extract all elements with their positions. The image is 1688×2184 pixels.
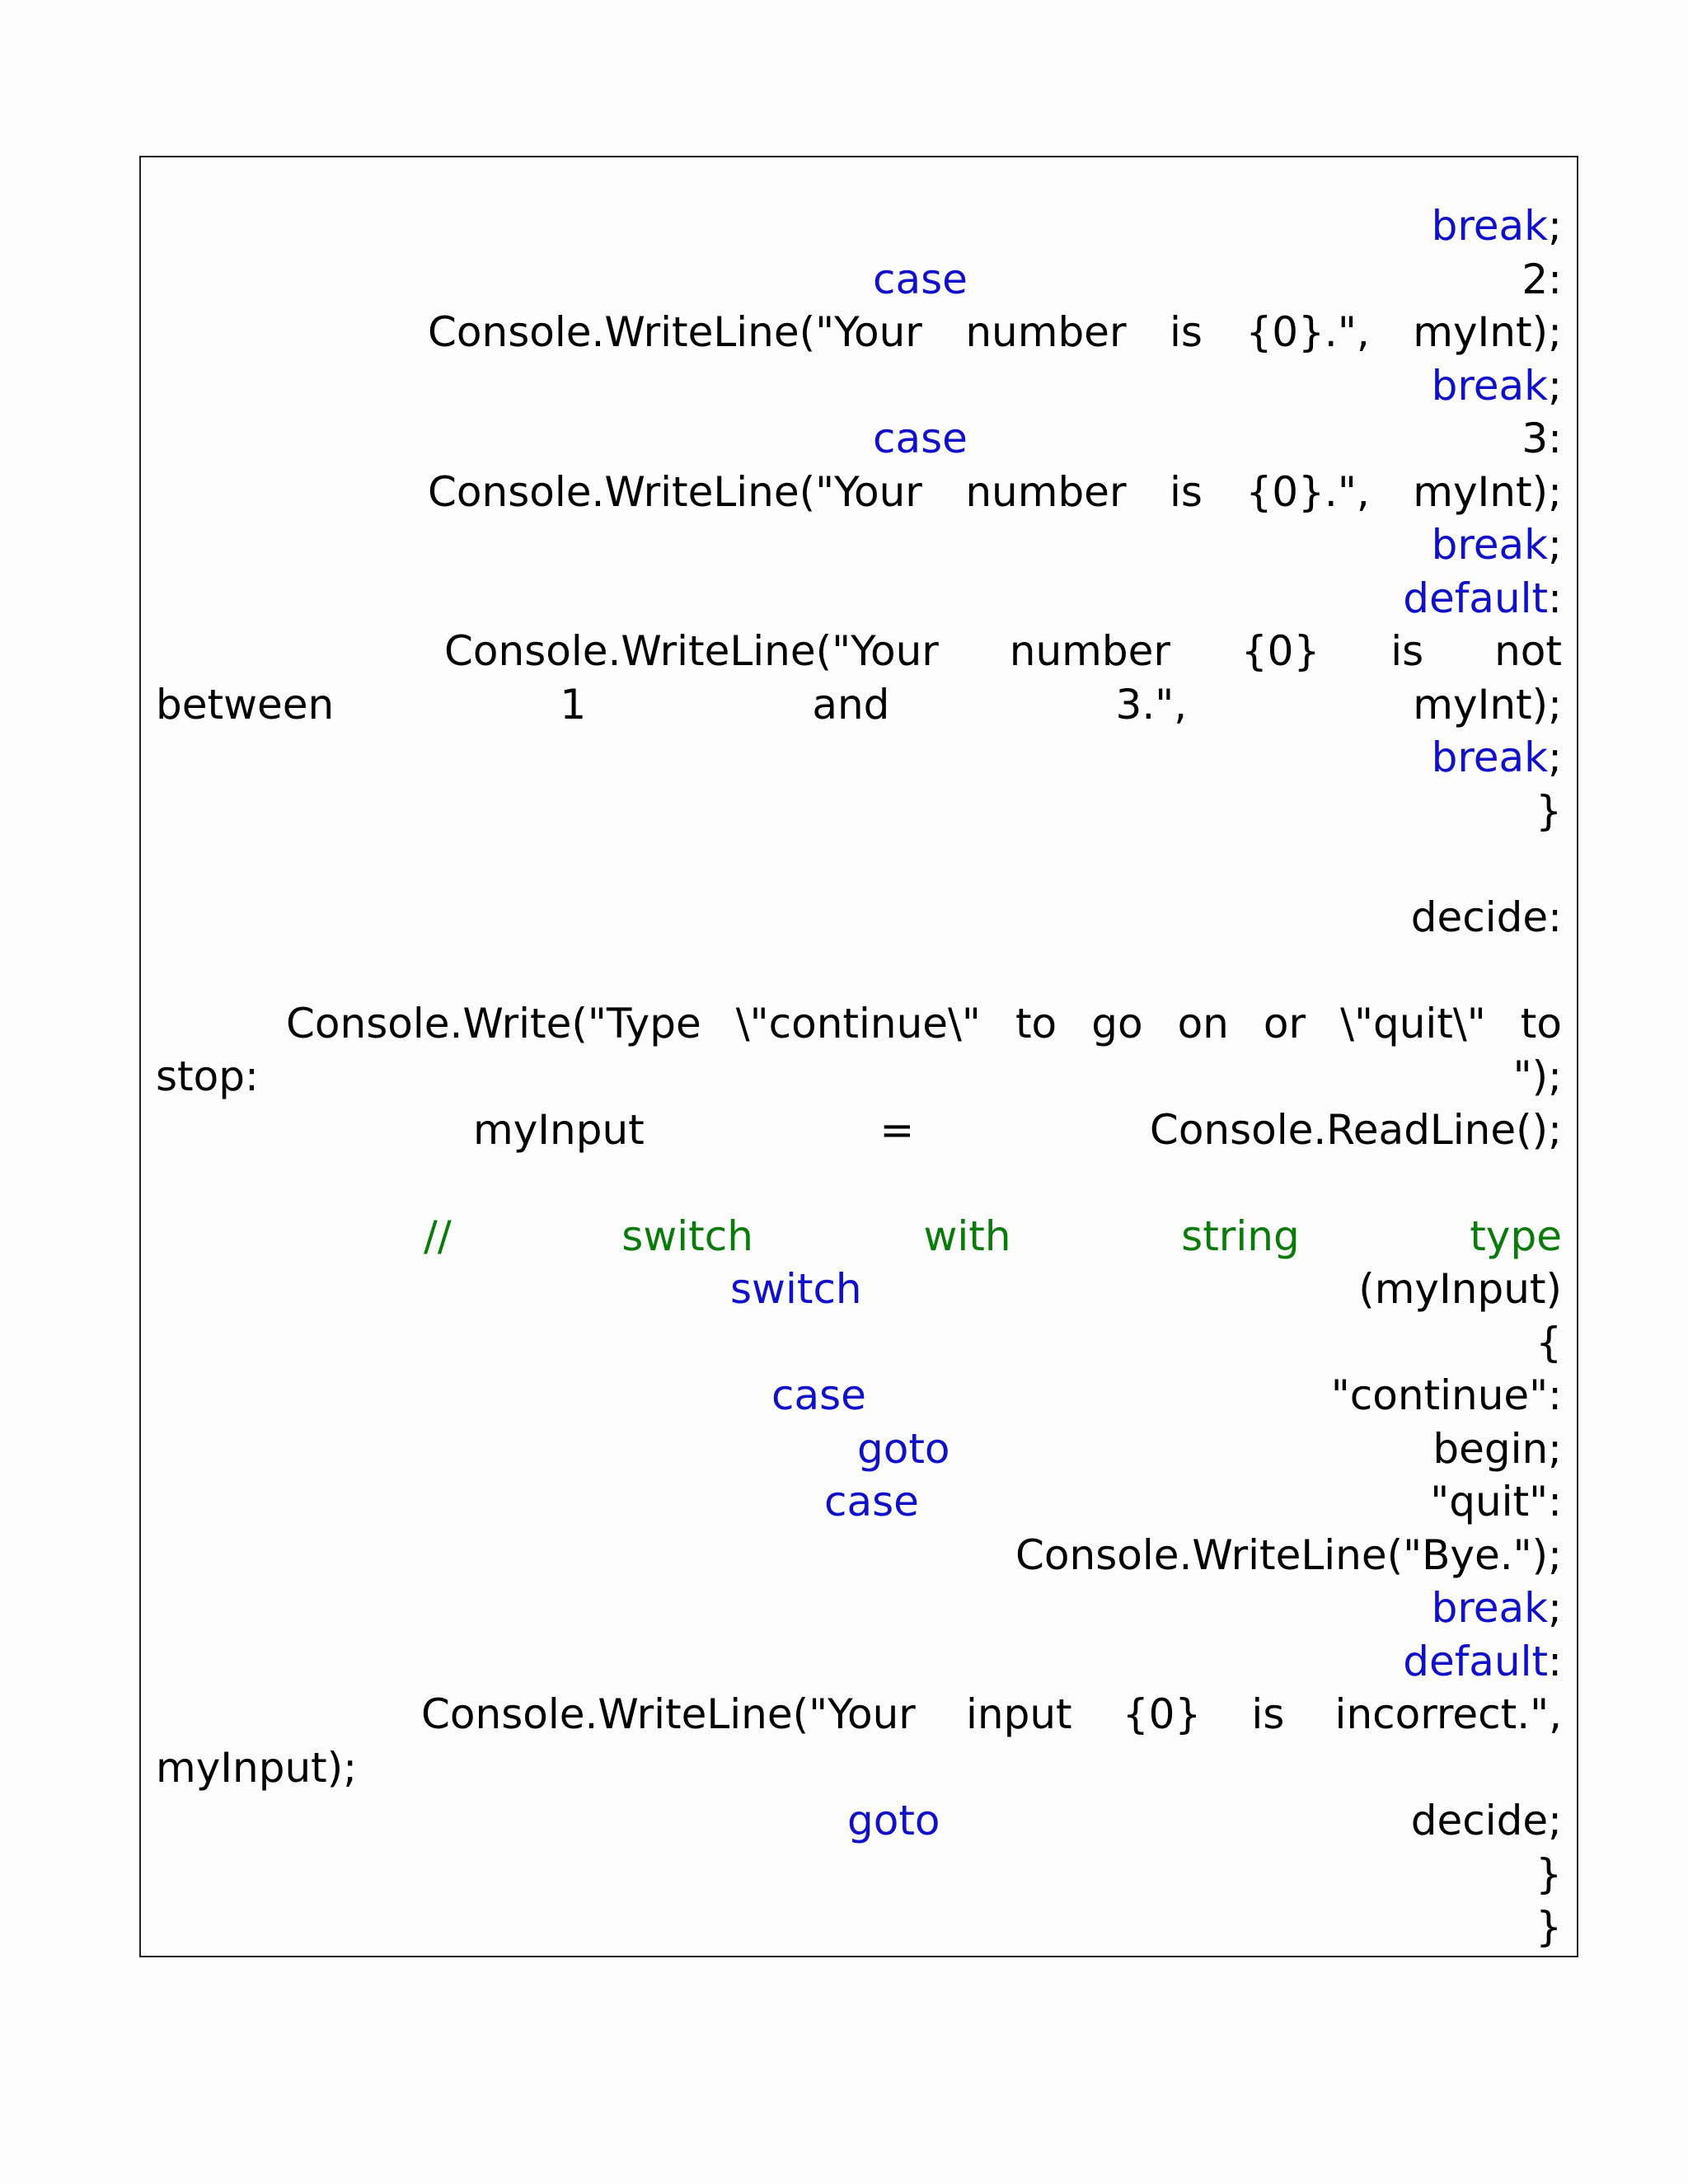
code-line xyxy=(771,1369,1562,1422)
code-line xyxy=(730,1263,1562,1315)
code-token: ; xyxy=(1548,521,1562,569)
code-token: number xyxy=(1009,627,1170,675)
code-token: {0}.", xyxy=(1245,467,1370,516)
code-line xyxy=(156,785,1562,837)
code-token: Console.ReadLine(); xyxy=(1149,1105,1562,1154)
code-token: ; xyxy=(1548,1584,1562,1632)
code-comment: type xyxy=(1470,1212,1562,1260)
code-line xyxy=(156,1635,1562,1688)
code-token: not xyxy=(1494,627,1562,675)
code-token: to xyxy=(1520,999,1562,1047)
code-line xyxy=(156,1741,1562,1794)
code-token: : xyxy=(1548,1637,1562,1685)
code-line xyxy=(156,572,1562,625)
code-line xyxy=(156,199,1562,252)
code-line xyxy=(156,731,1562,784)
code-token: Console.WriteLine("Your xyxy=(421,1690,916,1738)
code-line xyxy=(1557,837,1562,890)
code-line xyxy=(156,1316,1562,1369)
code-token: and xyxy=(812,680,890,729)
code-token: "continue": xyxy=(1330,1371,1562,1419)
code-line xyxy=(428,306,1562,359)
code-token: \"continue\" xyxy=(735,999,981,1047)
code-token: \"quit\" xyxy=(1340,999,1486,1047)
code-line xyxy=(824,1475,1562,1528)
code-token: = xyxy=(879,1105,915,1154)
code-line xyxy=(156,518,1562,571)
code-keyword: default xyxy=(1403,1637,1549,1685)
code-token: myInt); xyxy=(1413,680,1562,729)
code-keyword: break xyxy=(1431,733,1549,781)
code-line xyxy=(156,359,1562,412)
code-token: myInput xyxy=(473,1105,645,1154)
code-token: "); xyxy=(1512,1052,1562,1100)
code-token: {0} xyxy=(1240,627,1320,675)
code-token: Console.WriteLine("Your xyxy=(444,627,939,675)
code-token: } xyxy=(1536,1903,1562,1951)
code-token: 2: xyxy=(1522,255,1562,303)
code-line xyxy=(156,1050,1562,1103)
code-line xyxy=(473,1104,1562,1156)
code-line xyxy=(873,412,1562,465)
code-token: myInt); xyxy=(1413,308,1562,356)
code-token: {0}.", xyxy=(1245,308,1370,356)
code-token: is xyxy=(1390,627,1424,675)
code-line xyxy=(156,1582,1562,1634)
code-keyword: switch xyxy=(730,1265,862,1313)
code-keyword: break xyxy=(1431,1584,1549,1632)
code-keyword: break xyxy=(1431,361,1549,410)
code-token: incorrect.", xyxy=(1334,1690,1562,1738)
code-token: go xyxy=(1091,999,1143,1047)
code-token: ; xyxy=(1548,733,1562,781)
code-line xyxy=(421,1688,1562,1741)
code-token: or xyxy=(1263,999,1306,1047)
code-comment: // xyxy=(424,1212,452,1260)
code-line xyxy=(156,678,1562,731)
code-line xyxy=(424,1210,1562,1263)
code-token: is xyxy=(1170,467,1203,516)
code-line xyxy=(1557,944,1562,996)
code-token: (myInput) xyxy=(1358,1265,1562,1313)
code-line xyxy=(444,625,1562,677)
code-token: Console.WriteLine("Your xyxy=(428,467,922,516)
code-token: "quit": xyxy=(1430,1478,1562,1526)
code-token: between xyxy=(156,680,335,729)
code-comment: switch xyxy=(621,1212,753,1260)
code-token: decide; xyxy=(1410,1797,1562,1844)
code-token: ; xyxy=(1548,361,1562,410)
code-token: Console.WriteLine("Bye."); xyxy=(1015,1530,1562,1579)
code-keyword: default xyxy=(1403,574,1549,622)
code-token: stop: xyxy=(156,1052,259,1100)
code-listing xyxy=(139,156,1578,1957)
code-token: myInt); xyxy=(1413,467,1562,516)
code-token: is xyxy=(1170,308,1203,356)
code-token: : xyxy=(1548,574,1562,622)
code-line xyxy=(156,891,1562,944)
code-line xyxy=(857,1422,1562,1475)
code-token: Console.Write("Type xyxy=(286,999,701,1047)
code-token: to xyxy=(1015,999,1057,1047)
code-token: is xyxy=(1251,1690,1285,1738)
code-token: begin; xyxy=(1432,1424,1562,1473)
code-comment: with xyxy=(923,1212,1011,1260)
code-token: 3.", xyxy=(1115,680,1188,729)
code-line xyxy=(156,1900,1562,1953)
code-keyword: case xyxy=(873,255,968,303)
code-line xyxy=(428,466,1562,518)
code-line xyxy=(156,1529,1562,1582)
code-token: decide: xyxy=(1410,893,1562,941)
code-token: input xyxy=(966,1690,1072,1738)
code-line xyxy=(873,253,1562,306)
code-keyword: goto xyxy=(847,1797,940,1844)
code-keyword: case xyxy=(873,415,968,462)
code-token: Console.WriteLine("Your xyxy=(428,308,922,356)
code-token: {0} xyxy=(1122,1690,1202,1738)
code-line xyxy=(156,1848,1562,1900)
code-line xyxy=(286,997,1562,1050)
code-line xyxy=(847,1794,1562,1847)
code-keyword: case xyxy=(771,1371,866,1419)
code-token: number xyxy=(965,467,1127,516)
code-token: } xyxy=(1536,786,1562,835)
code-token: { xyxy=(1536,1318,1562,1366)
code-keyword: case xyxy=(824,1478,919,1526)
code-token: 1 xyxy=(560,680,587,729)
code-token: number xyxy=(965,308,1127,356)
code-token: myInput); xyxy=(156,1743,358,1792)
code-line xyxy=(1557,1156,1562,1209)
code-token: ; xyxy=(1548,202,1562,250)
code-keyword: break xyxy=(1431,521,1549,569)
code-token: on xyxy=(1177,999,1229,1047)
code-keyword: goto xyxy=(857,1424,950,1473)
code-keyword: break xyxy=(1431,202,1549,250)
code-token: 3: xyxy=(1522,415,1562,462)
code-token: } xyxy=(1536,1849,1562,1898)
code-comment: string xyxy=(1181,1212,1300,1260)
